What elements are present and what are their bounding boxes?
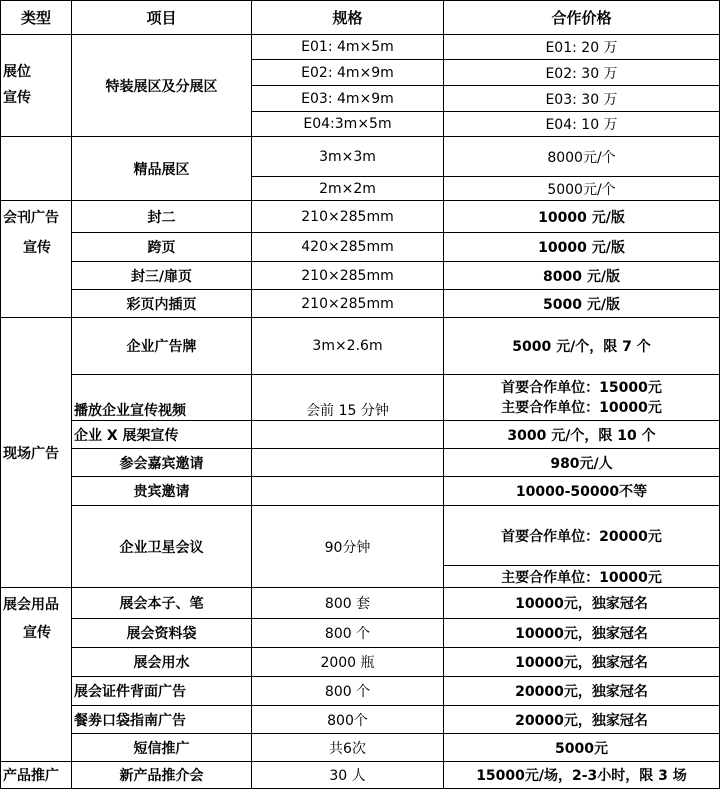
price-cell: 15000元/场，2-3小时，限 3 场 — [444, 762, 720, 789]
table-row — [1, 233, 720, 262]
spec-cell: 420×285mm — [252, 233, 444, 262]
table-row — [1, 290, 720, 318]
spec-cell: 800个 — [252, 706, 444, 734]
header-price: 合作价格 — [444, 1, 720, 35]
item-cell: 企业广告牌 — [72, 318, 252, 375]
table-row — [1, 449, 720, 477]
table-row — [1, 375, 720, 421]
table-row — [1, 137, 720, 177]
item-cell: 参会嘉宾邀请 — [72, 449, 252, 477]
spec-cell: 2000 瓶 — [252, 648, 444, 677]
price-cell: 3000 元/个，限 10 个 — [444, 421, 720, 449]
table-row — [1, 588, 720, 619]
header-type: 类型 — [1, 1, 72, 35]
price-line: 首要合作单位：15000元 — [501, 379, 662, 396]
table-row — [1, 262, 720, 290]
price-cell: 5000 元/版 — [444, 290, 720, 318]
spec-cell: 210×285mm — [252, 201, 444, 233]
category-label: 展会用品 — [3, 597, 59, 613]
price-cell: 20000元，独家冠名 — [444, 677, 720, 706]
price-cell: 10000 元/版 — [444, 233, 720, 262]
table-row — [1, 762, 720, 789]
price-cell: 5000元/个 — [444, 177, 720, 201]
price-line: 主要合作单位：10000元 — [501, 399, 662, 416]
item-cell: 展会用水 — [72, 648, 252, 677]
category-label: 宣传 — [23, 240, 51, 256]
table-row — [1, 506, 720, 566]
spec-cell: E02: 4m×9m — [252, 60, 444, 86]
price-cell: 20000元，独家冠名 — [444, 706, 720, 734]
spec-cell: 3m×2.6m — [252, 318, 444, 375]
price-cell: 5000 元/个，限 7 个 — [444, 318, 720, 375]
price-cell: E03: 30 万 — [444, 86, 720, 112]
table-row — [1, 477, 720, 506]
spec-cell: 210×285mm — [252, 262, 444, 290]
spec-cell: 210×285mm — [252, 290, 444, 318]
item-cell: 企业卫星会议 — [72, 506, 252, 588]
header-spec: 规格 — [252, 1, 444, 35]
item-special-booth: 特装展区及分展区 — [72, 35, 252, 137]
spec-cell: E01: 4m×5m — [252, 35, 444, 60]
price-cell: 首要合作单位：20000元 — [444, 506, 720, 566]
item-premium-booth: 精品展区 — [72, 137, 252, 201]
item-cell: 封二 — [72, 201, 252, 233]
price-cell: E04: 10 万 — [444, 112, 720, 137]
item-cell: 展会本子、笔 — [72, 588, 252, 619]
spec-cell: 会前 15 分钟 — [252, 375, 444, 421]
category-label: 展位 — [3, 64, 31, 80]
spec-cell: E03: 4m×9m — [252, 86, 444, 112]
table-row — [1, 619, 720, 648]
price-cell: 10000 元/版 — [444, 201, 720, 233]
table-row — [1, 734, 720, 762]
table-row — [1, 318, 720, 375]
spec-cell: 2m×2m — [252, 177, 444, 201]
spec-cell: 共6次 — [252, 734, 444, 762]
price-cell: 980元/人 — [444, 449, 720, 477]
price-cell: 5000元 — [444, 734, 720, 762]
item-cell: 展会资料袋 — [72, 619, 252, 648]
item-cell: 播放企业宣传视频 — [72, 375, 252, 421]
price-cell: 10000元，独家冠名 — [444, 588, 720, 619]
price-cell — [444, 375, 720, 421]
spec-cell — [252, 477, 444, 506]
price-cell: 8000 元/版 — [444, 262, 720, 290]
category-supplies — [1, 588, 72, 762]
spec-cell: 800 套 — [252, 588, 444, 619]
price-cell: E02: 30 万 — [444, 60, 720, 86]
price-cell: 10000元，独家冠名 — [444, 619, 720, 648]
table-row — [1, 706, 720, 734]
category-label: 宣传 — [23, 625, 51, 641]
spec-cell: E04:3m×5m — [252, 112, 444, 137]
header-row — [1, 1, 720, 35]
spec-cell: 30 人 — [252, 762, 444, 789]
item-cell: 餐劵口袋指南广告 — [72, 706, 252, 734]
category-blank — [1, 137, 72, 201]
item-cell: 企业 X 展架宣传 — [72, 421, 252, 449]
price-cell: E01: 20 万 — [444, 35, 720, 60]
table-row — [1, 201, 720, 233]
category-journal — [1, 201, 72, 318]
price-cell: 8000元/个 — [444, 137, 720, 177]
spec-cell: 800 个 — [252, 619, 444, 648]
table-row — [1, 421, 720, 449]
table-row — [1, 677, 720, 706]
item-cell: 跨页 — [72, 233, 252, 262]
price-cell: 10000元，独家冠名 — [444, 648, 720, 677]
item-cell: 彩页内插页 — [72, 290, 252, 318]
category-booth — [1, 35, 72, 137]
category-label: 会刊广告 — [3, 210, 59, 226]
header-item: 项目 — [72, 1, 252, 35]
table-row — [1, 648, 720, 677]
category-onsite: 现场广告 — [1, 318, 72, 588]
item-cell: 封三/扉页 — [72, 262, 252, 290]
item-cell: 展会证件背面广告 — [72, 677, 252, 706]
price-cell: 10000-50000不等 — [444, 477, 720, 506]
item-cell: 短信推广 — [72, 734, 252, 762]
table-row — [1, 35, 720, 60]
price-cell: 主要合作单位：10000元 — [444, 566, 720, 588]
spec-cell: 3m×3m — [252, 137, 444, 177]
category-promo: 产品推广 — [1, 762, 72, 789]
spec-cell: 90分钟 — [252, 506, 444, 588]
spec-cell — [252, 449, 444, 477]
spec-cell — [252, 421, 444, 449]
category-label: 宣传 — [3, 90, 31, 106]
item-cell: 新产品推介会 — [72, 762, 252, 789]
spec-cell: 800 个 — [252, 677, 444, 706]
item-cell: 贵宾邀请 — [72, 477, 252, 506]
